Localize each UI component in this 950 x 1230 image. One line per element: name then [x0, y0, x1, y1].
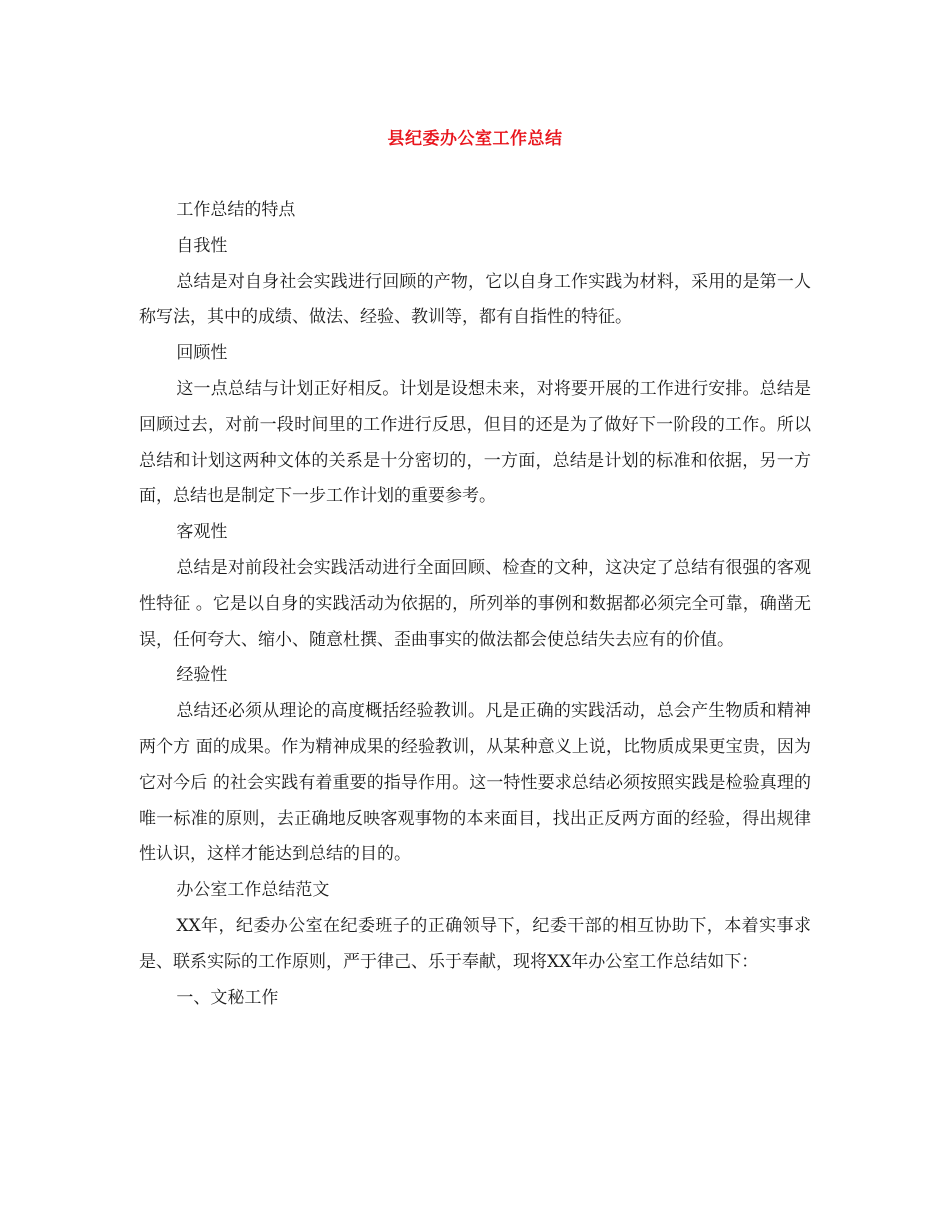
subheading: 经验性	[176, 665, 228, 686]
section-heading: 办公室工作总结范文	[176, 880, 330, 901]
subheading: 一、文秘工作	[176, 987, 279, 1008]
subheading: 客观性	[176, 522, 228, 543]
body-paragraph: 这一点总结与计划正好相反。计划是设想未来，对将要开展的工作进行安排。总结是回顾过去，对前一段时间里的工作进行反思，但目的还是为了做好下一阶段的工作。所以总结和计划这两种文体的关系是十分密切的，一方面，总结是计划的标准和依据，另一方面，总结也是制定下一步工作计划的重要参考。	[139, 378, 811, 507]
section-heading: 工作总结的特点	[176, 200, 296, 220]
body-paragraph: 总结是对自身社会实践进行回顾的产物，它以自身工作实践为材料，采用的是第一人称写法，其中的成绩、做法、经验、教训等，都有自指性的特征。	[139, 271, 811, 328]
body-paragraph: XX年，纪委办公室在纪委班子的正确领导下，纪委干部的相互协助下，本着实事求是、联系实际的工作原则，严于律己、乐于奉献，现将XX年办公室工作总结如下：	[139, 915, 811, 972]
body-paragraph: 总结还必须从理论的高度概括经验教训。凡是正确的实践活动，总会产生物质和精神两个方 面的成果。作为精神成果的经验教训，从某种意义上说，比物质成果更宝贵，因为它对今后 的社会实践有着重要的指导作用。这一特性要求总结必须按照实践是检验真理的唯一标准的原则，去正确地反映客观事物的本来面目，找出正反两方面的经验，得出规律性认识，这样才能达到总结的目的。	[139, 701, 811, 865]
body-paragraph: 总结是对前段社会实践活动进行全面回顾、检查的文种，这决定了总结有很强的客观性特征 。它是以自身的实践活动为依据的，所列举的事例和数据都必须完全可靠，确凿无误，任何夸大、缩小、随意杜撰、歪曲事实的做法都会使总结失去应有的价值。	[139, 557, 811, 650]
subheading: 回顾性	[176, 343, 228, 364]
document-title: 县纪委办公室工作总结	[387, 129, 563, 149]
subheading: 自我性	[176, 235, 228, 256]
document-body	[139, 193, 811, 1016]
